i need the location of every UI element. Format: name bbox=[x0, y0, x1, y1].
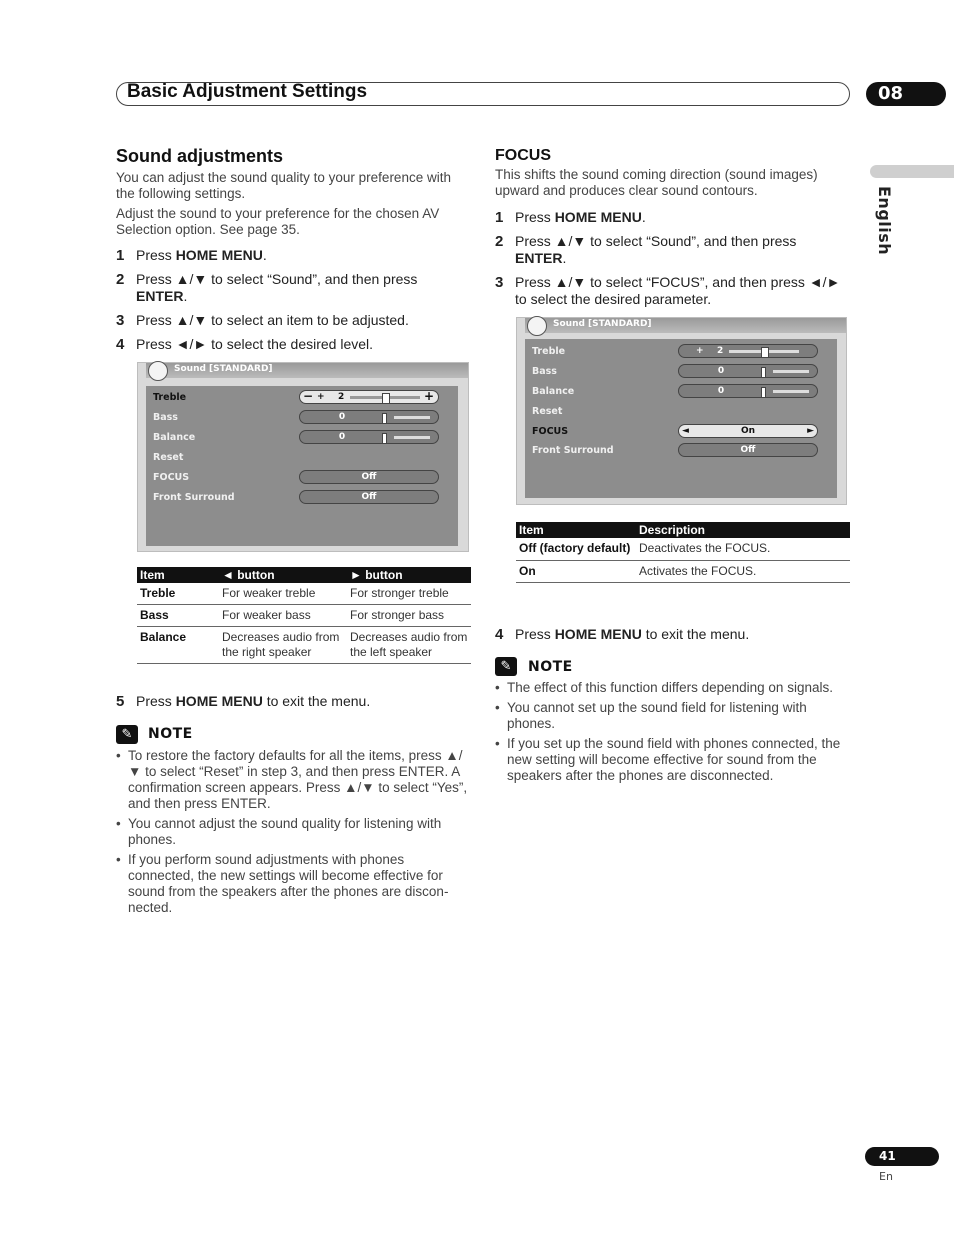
osd-row-treble: Treble bbox=[532, 346, 566, 357]
step-item: 3 Press ▲/▼ to select an item to be adjusted. bbox=[116, 312, 409, 329]
note-label: NOTE bbox=[148, 726, 193, 742]
focus-value: Off bbox=[299, 470, 439, 484]
osd-row-reset: Reset bbox=[153, 452, 184, 463]
list-item: • You cannot set up the sound field for listening with phones. bbox=[495, 700, 847, 732]
language-tab bbox=[870, 165, 954, 178]
osd-title-bar: Sound [STANDARD] bbox=[525, 318, 846, 333]
table-row: Balance Decreases audio from the right speaker Decreases audio from the left speaker bbox=[137, 627, 471, 664]
treble-slider: + 2 bbox=[678, 344, 818, 358]
intro-paragraph-1: You can adjust the sound quality to your preference with the following settings. bbox=[116, 170, 451, 201]
note-pencil-icon: ✎ bbox=[116, 725, 138, 744]
sound-icon bbox=[527, 316, 547, 336]
note-pencil-icon: ✎ bbox=[495, 657, 517, 676]
osd-screen-sound bbox=[137, 362, 469, 552]
osd-row-bass: Bass bbox=[153, 412, 178, 423]
table-row: On Activates the FOCUS. bbox=[516, 561, 850, 583]
step-item: 5 Press HOME MENU to exit the menu. bbox=[116, 693, 371, 710]
section-heading-sound: Sound adjustments bbox=[116, 146, 284, 166]
intro-paragraph-2: Adjust the sound to your preference for the chosen AV Selection option. See page 35. bbox=[116, 206, 440, 237]
treble-slider: − + 2 + bbox=[299, 390, 439, 404]
step-item: 2 Press ▲/▼ to select “Sound”, and then press ENTER. bbox=[116, 271, 418, 304]
osd-row-reset: Reset bbox=[532, 406, 563, 417]
arrow-left-icon: ◄ bbox=[682, 426, 689, 436]
section-heading-focus: FOCUS bbox=[495, 147, 551, 164]
arrow-right-icon: ► bbox=[807, 426, 814, 436]
table-row: Bass For weaker bass For stronger bass bbox=[137, 605, 471, 627]
page-language: En bbox=[879, 1170, 893, 1183]
step-item: 1 Press HOME MENU. bbox=[495, 209, 646, 226]
front-surround-value: Off bbox=[299, 490, 439, 504]
list-item: • The effect of this function differs depending on signals. bbox=[495, 680, 847, 696]
focus-intro: This shifts the sound coming direction (sound images) upward and produces clear sound contours. bbox=[495, 167, 818, 198]
osd-row-bass: Bass bbox=[532, 366, 557, 377]
osd-row-balance: Balance bbox=[153, 432, 196, 443]
osd-row-front-surround: Front Surround bbox=[532, 445, 614, 456]
sound-items-table: Item ◄ button ► button Treble For weaker treble For stronger treble Bass For weaker bass For stronger bass Balance Decreases audio from the right speaker Decreases audio from the left speaker bbox=[137, 567, 471, 664]
table-row: Treble For weaker treble For stronger treble bbox=[137, 583, 471, 605]
step-item: 4 Press HOME MENU to exit the menu. bbox=[495, 626, 750, 643]
note-label: NOTE bbox=[528, 659, 573, 675]
bass-slider: 0 bbox=[299, 410, 439, 424]
chapter-badge: 08 bbox=[866, 82, 946, 106]
balance-slider: 0 bbox=[299, 430, 439, 444]
focus-options-table: Item Description Off (factory default) Deactivates the FOCUS. On Activates the FOCUS. bbox=[516, 522, 850, 583]
list-item: • If you perform sound adjustments with phones connected, the new settings will become effective for sound from the speakers after the phones are discon-nected. bbox=[116, 852, 472, 916]
list-item: • You cannot adjust the sound quality for listening with phones. bbox=[116, 816, 472, 848]
page-title: Basic Adjustment Settings bbox=[127, 81, 368, 102]
focus-selector: ◄ On ► bbox=[678, 424, 818, 438]
step-item: 4 Press ◄/► to select the desired level. bbox=[116, 336, 374, 353]
step-item: 3 Press ▲/▼ to select “FOCUS”, and then press ◄/► to select the desired parameter. bbox=[495, 274, 841, 307]
osd-row-treble: Treble bbox=[153, 392, 187, 403]
balance-slider: 0 bbox=[678, 384, 818, 398]
bass-slider: 0 bbox=[678, 364, 818, 378]
page-number: 41 bbox=[865, 1147, 939, 1166]
step-item: 1 Press HOME MENU. bbox=[116, 247, 267, 264]
osd-row-front-surround: Front Surround bbox=[153, 492, 235, 503]
table-row: Off (factory default) Deactivates the FOCUS. bbox=[516, 538, 850, 561]
osd-row-balance: Balance bbox=[532, 386, 575, 397]
list-item: • To restore the factory defaults for all the items, press ▲/▼ to select “Reset” in step 3, and then press ENTER. A confirmation screen appears. Press ▲/▼ to select “Yes”, and then press ENTER. bbox=[116, 748, 472, 812]
list-item: • If you set up the sound field with phones connected, the new setting will become effective for sound from the speakers after the phones are disconnected. bbox=[495, 736, 847, 784]
sound-icon bbox=[148, 361, 168, 381]
language-label: English bbox=[875, 186, 894, 256]
osd-row-focus: FOCUS bbox=[532, 426, 569, 437]
notes-list bbox=[495, 680, 847, 788]
osd-title-bar: Sound [STANDARD] bbox=[146, 363, 468, 378]
notes-list bbox=[116, 748, 472, 920]
osd-row-focus: FOCUS bbox=[153, 472, 190, 483]
step-item: 2 Press ▲/▼ to select “Sound”, and then press ENTER. bbox=[495, 233, 797, 266]
front-surround-value: Off bbox=[678, 443, 818, 457]
osd-screen-focus bbox=[516, 317, 847, 505]
